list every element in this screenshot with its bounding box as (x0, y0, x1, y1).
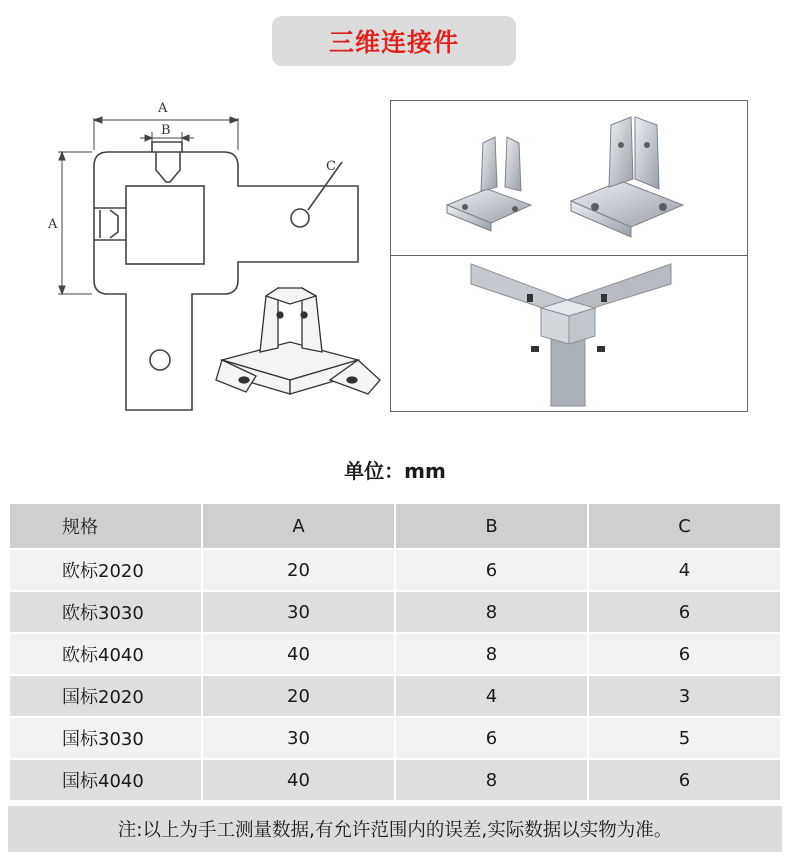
cell-b: 8 (395, 759, 588, 801)
col-header-b: B (395, 503, 588, 549)
cell-a: 30 (202, 591, 395, 633)
table-row (9, 633, 781, 675)
cell-spec: 国标4040 (9, 759, 202, 801)
arm-hole-bottom (150, 350, 170, 370)
cell-b: 8 (395, 633, 588, 675)
inner-square (126, 186, 204, 264)
table-header-row (9, 503, 781, 549)
top-tab (152, 142, 182, 182)
cell-a: 30 (202, 717, 395, 759)
page-title: 三维连接件 (272, 16, 516, 66)
cell-c: 6 (588, 759, 781, 801)
assembly-photo (391, 256, 747, 411)
cell-spec: 国标3030 (9, 717, 202, 759)
cell-b: 6 (395, 549, 588, 591)
spec-table (8, 502, 782, 802)
dim-label-a-left: A (48, 217, 58, 232)
cell-c: 3 (588, 675, 781, 717)
disclaimer-note: 注:以上为手工测量数据,有允许范围内的误差,实际数据以实物为准。 (8, 806, 782, 852)
left-tab (94, 208, 126, 240)
technical-diagram (40, 90, 385, 430)
cell-a: 20 (202, 549, 395, 591)
col-header-spec: 规格 (9, 503, 202, 549)
unit-label: 单位：mm (344, 459, 446, 483)
cell-c: 6 (588, 633, 781, 675)
arm-hole-right (291, 209, 309, 227)
cell-c: 5 (588, 717, 781, 759)
table-row (9, 549, 781, 591)
dim-label-a-top: A (158, 101, 168, 116)
product-photo-panel (390, 100, 748, 412)
col-header-c: C (588, 503, 781, 549)
cell-a: 20 (202, 675, 395, 717)
table-row (9, 759, 781, 801)
cell-spec: 欧标4040 (9, 633, 202, 675)
cell-spec: 欧标2020 (9, 549, 202, 591)
cell-c: 4 (588, 549, 781, 591)
connector-photo (391, 101, 747, 256)
dim-label-b: B (161, 123, 171, 138)
cell-a: 40 (202, 759, 395, 801)
cell-b: 6 (395, 717, 588, 759)
table-row (9, 591, 781, 633)
table-row (9, 675, 781, 717)
cell-spec: 欧标3030 (9, 591, 202, 633)
cell-c: 6 (588, 591, 781, 633)
table-row (9, 717, 781, 759)
cell-a: 40 (202, 633, 395, 675)
cell-spec: 国标2020 (9, 675, 202, 717)
cell-b: 8 (395, 591, 588, 633)
col-header-a: A (202, 503, 395, 549)
cell-b: 4 (395, 675, 588, 717)
isometric-sketch (216, 288, 380, 394)
dim-label-c: C (326, 159, 336, 174)
